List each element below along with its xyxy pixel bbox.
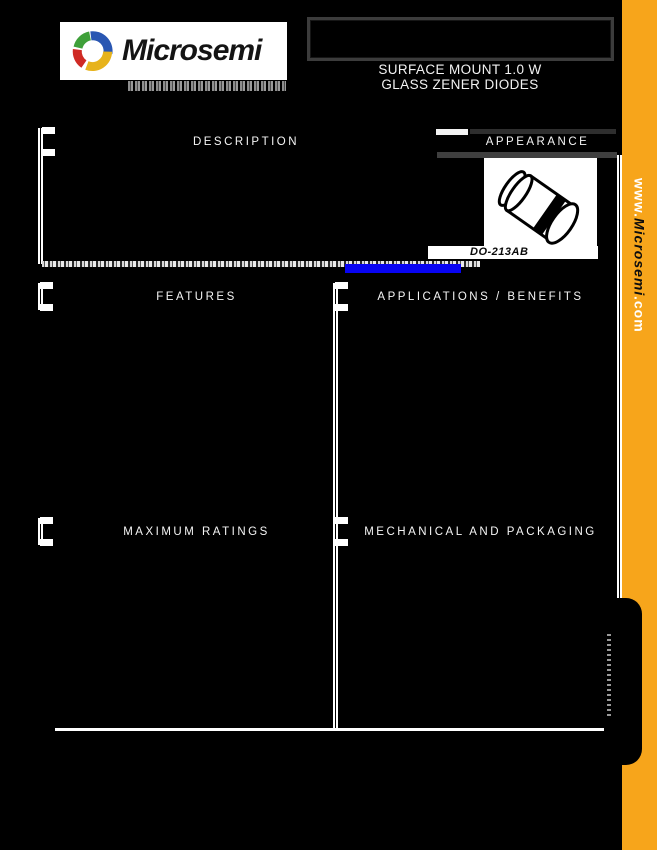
page-bottom-border (55, 728, 622, 731)
features-header: FEATURES (156, 291, 237, 303)
url-www: www. (631, 177, 648, 218)
subtitle-line-2: GLASS ZENER DIODES (381, 77, 539, 92)
address-fineprint-illegible (128, 81, 286, 91)
microsemi-swirl-icon (63, 21, 124, 82)
part-number-title-box (307, 17, 614, 61)
logo-wordmark: Microsemi (122, 34, 262, 67)
appearance-header: APPEARANCE (485, 136, 590, 148)
section-bracket (38, 283, 56, 310)
vertical-fineprint-illegible (607, 634, 611, 716)
hyperlink-highlight[interactable] (345, 264, 461, 273)
document-subtitle (330, 62, 590, 92)
maximum-ratings-header: MAXIMUM RATINGS (123, 526, 270, 538)
description-header: DESCRIPTION (192, 136, 300, 148)
melf-diode-drawing (484, 158, 597, 258)
diode-package-image (484, 158, 597, 258)
appearance-rule-left (436, 129, 468, 135)
microsemi-logo (60, 22, 287, 80)
subtitle-line-1: SURFACE MOUNT 1.0 W (378, 62, 542, 77)
url-brand: Microsemi (631, 217, 648, 296)
appearance-rule-right (470, 129, 616, 134)
url-com: .com (631, 295, 648, 333)
section-bracket (38, 518, 56, 545)
sidebar-url-text (622, 130, 657, 380)
applications-header: APPLICATIONS / BENEFITS (377, 291, 584, 303)
mechanical-header: MECHANICAL AND PACKAGING (364, 526, 597, 538)
package-designation-label: DO-213AB (428, 246, 598, 259)
section-bracket (40, 128, 58, 155)
column-divider (333, 305, 335, 728)
